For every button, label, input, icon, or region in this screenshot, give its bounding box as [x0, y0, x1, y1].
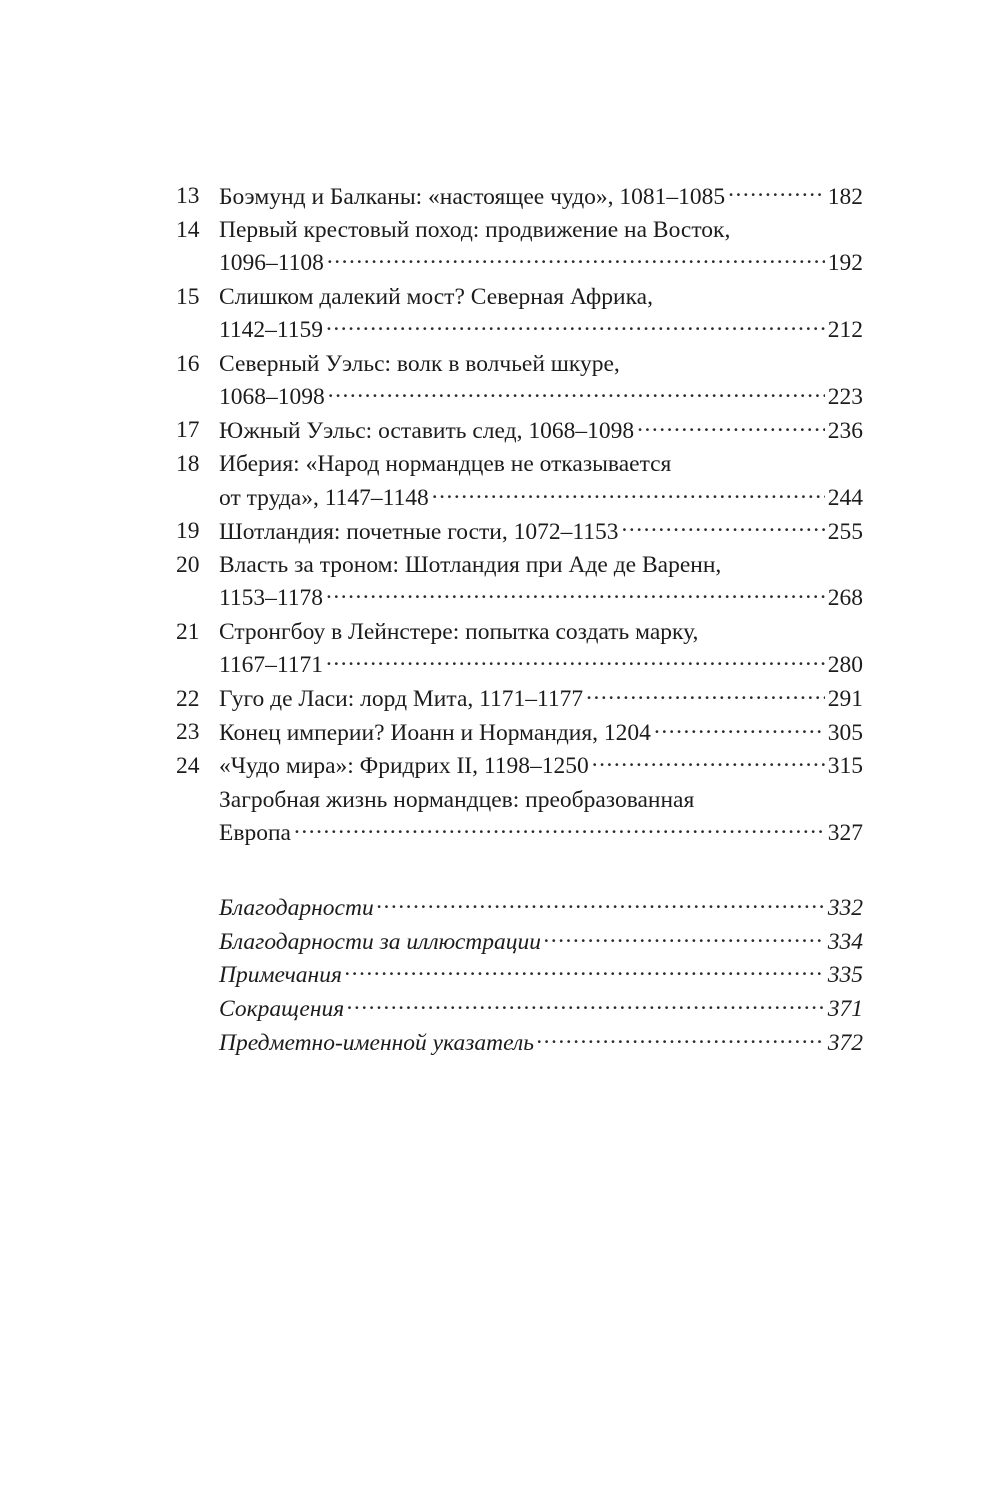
- page-number: 334: [827, 928, 863, 955]
- chapter-title: Слишком далекий мост? Северная Африка,: [219, 283, 653, 310]
- dot-leader: [294, 817, 825, 841]
- page-number: 192: [827, 250, 863, 277]
- chapter-number: 13: [176, 183, 200, 209]
- section-title: Благодарности: [219, 895, 374, 922]
- entry-line: [219, 582, 863, 616]
- page-number: 223: [827, 384, 863, 411]
- page-number: 332: [827, 895, 863, 922]
- chapter-title: Северный Уэльс: волк в волчьей шкуре,: [219, 350, 620, 377]
- dot-leader: [347, 993, 825, 1017]
- chapter-title: Конец империи? Иоанн и Нормандия, 1204: [219, 719, 651, 746]
- toc-entry: [176, 549, 863, 616]
- entry-line: [219, 1026, 863, 1060]
- chapter-title: от труда», 1147–1148: [219, 484, 429, 511]
- dot-leader: [327, 247, 825, 271]
- chapter-number: 16: [176, 350, 200, 377]
- section-gap: [176, 851, 863, 892]
- page-number: 305: [827, 719, 863, 746]
- page-number: 335: [827, 962, 863, 989]
- page-number: 372: [827, 1029, 863, 1056]
- section-title: Благодарности за иллюстрации: [219, 928, 542, 955]
- chapter-title: Стронгбоу в Лейнстере: попытка создать марку,: [219, 618, 699, 645]
- entry-line: [219, 649, 863, 683]
- section-title: Предметно-именной указатель: [219, 1029, 534, 1056]
- chapter-title: 1153–1178: [219, 585, 324, 612]
- toc-entry: [176, 683, 863, 717]
- toc-entry: [176, 616, 863, 683]
- toc-entry: [176, 925, 863, 959]
- page-number: 182: [827, 183, 863, 210]
- chapter-title: Загробная жизнь нормандцев: преобразованная: [219, 786, 695, 813]
- entry-line: [219, 925, 863, 959]
- chapter-number: 20: [176, 551, 200, 578]
- entry-line: [219, 414, 863, 448]
- entry-line: [219, 716, 863, 750]
- entry-line: [219, 959, 863, 993]
- section-title: Примечания: [219, 962, 342, 989]
- dot-leader: [544, 925, 825, 949]
- chapter-number: 17: [176, 417, 200, 444]
- entry-line: [219, 247, 863, 281]
- chapter-title: 1096–1108: [219, 250, 324, 277]
- chapter-title: Европа: [219, 820, 291, 847]
- dot-leader: [326, 649, 825, 673]
- dot-leader: [345, 959, 825, 983]
- toc-entry: [176, 214, 863, 281]
- dot-leader: [537, 1026, 825, 1050]
- section-title: Сокращения: [219, 996, 345, 1023]
- chapter-title: «Чудо мира»: Фридрих II, 1198–1250: [219, 753, 589, 780]
- chapter-title: 1068–1098: [219, 384, 325, 411]
- entry-line: [219, 515, 863, 549]
- dot-leader: [326, 314, 825, 338]
- entry-line: [219, 314, 863, 348]
- dot-leader: [328, 381, 825, 405]
- chapter-number: 21: [176, 618, 200, 645]
- table-of-contents: [176, 180, 863, 1060]
- entry-line: [219, 180, 863, 214]
- dot-leader: [728, 180, 825, 204]
- chapter-title: 1167–1171: [219, 652, 324, 679]
- dot-leader: [377, 892, 825, 916]
- dot-leader: [586, 683, 825, 707]
- entry-line: [219, 892, 863, 926]
- entry-line: [219, 448, 863, 481]
- entry-line: [219, 281, 863, 314]
- page-number: 315: [827, 753, 863, 780]
- toc-entry: [176, 750, 863, 784]
- page-number: 327: [827, 820, 863, 847]
- entry-line: [219, 549, 863, 582]
- back-matter-list: [176, 892, 863, 1061]
- dot-leader: [637, 414, 825, 438]
- chapter-title: Шотландия: почетные гости, 1072–1153: [219, 518, 619, 545]
- toc-entry: [176, 281, 863, 348]
- entry-line: [219, 616, 863, 649]
- chapter-number: 24: [176, 752, 200, 779]
- chapter-number: 15: [176, 283, 200, 310]
- chapter-title: Боэмунд и Балканы: «настоящее чудо», 1081–1085: [219, 183, 726, 210]
- toc-entry: [176, 515, 863, 549]
- toc-entry: [176, 716, 863, 750]
- chapter-list: [176, 180, 863, 851]
- entry-line: [219, 481, 863, 515]
- toc-entry: [176, 892, 863, 926]
- entry-line: [219, 348, 863, 381]
- dot-leader: [622, 515, 825, 539]
- toc-entry: [176, 784, 863, 851]
- chapter-number: 14: [176, 216, 200, 243]
- page-number: 268: [827, 585, 863, 612]
- chapter-number: 18: [176, 451, 200, 478]
- toc-entry: [176, 414, 863, 448]
- chapter-title: Власть за троном: Шотландия при Аде де Варенн,: [219, 551, 722, 578]
- entry-line: [219, 683, 863, 717]
- toc-entry: [176, 348, 863, 415]
- entry-line: [219, 381, 863, 415]
- dot-leader: [432, 481, 825, 505]
- entry-line: [219, 214, 863, 247]
- page-number: 291: [827, 686, 863, 713]
- chapter-title: Первый крестовый поход: продвижение на Восток,: [219, 216, 731, 243]
- dot-leader: [326, 582, 825, 606]
- toc-entry: [176, 993, 863, 1027]
- entry-line: [219, 750, 863, 784]
- chapter-title: Иберия: «Народ нормандцев не отказывается: [219, 451, 672, 478]
- page-number: 244: [827, 484, 863, 511]
- toc-entry: [176, 959, 863, 993]
- dot-leader: [592, 750, 825, 774]
- chapter-title: Южный Уэльс: оставить след, 1068–1098: [219, 417, 635, 444]
- chapter-title: Гуго де Ласи: лорд Мита, 1171–1177: [219, 686, 584, 713]
- chapter-title: 1142–1159: [219, 317, 324, 344]
- entry-line: [219, 784, 863, 817]
- entry-line: [219, 993, 863, 1027]
- toc-entry: [176, 180, 863, 214]
- toc-entry: [176, 1026, 863, 1060]
- toc-entry: [176, 448, 863, 515]
- page-number: 371: [827, 996, 863, 1023]
- page-number: 280: [827, 652, 863, 679]
- entry-line: [219, 817, 863, 851]
- page-number: 255: [827, 518, 863, 545]
- page-number: 236: [827, 417, 863, 444]
- chapter-number: 19: [176, 518, 200, 545]
- dot-leader: [654, 716, 825, 740]
- chapter-number: 22: [176, 685, 200, 712]
- page-number: 212: [827, 317, 863, 344]
- chapter-number: 23: [176, 719, 200, 746]
